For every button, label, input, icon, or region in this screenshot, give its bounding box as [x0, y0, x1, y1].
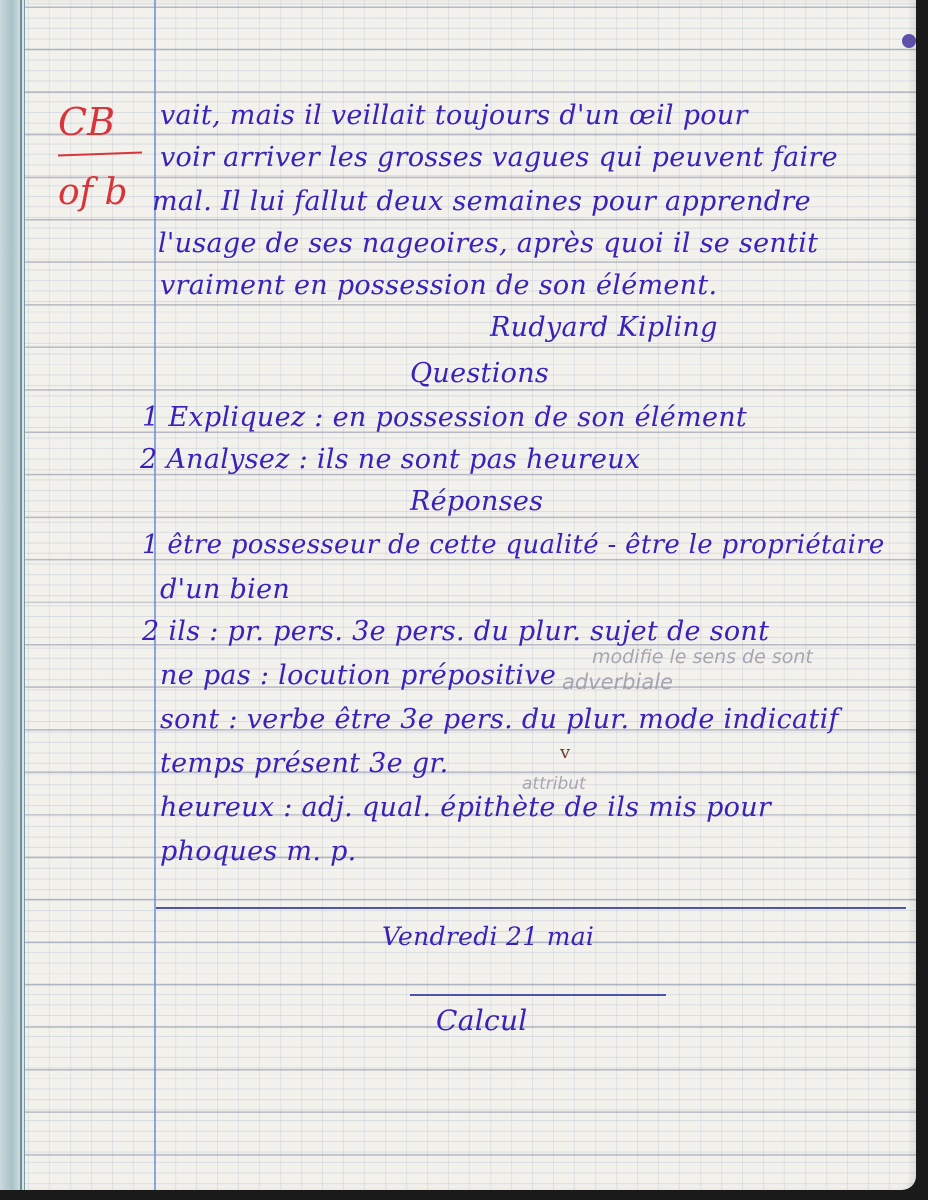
question-2: 2 Analysez : ils ne sont pas heureux — [140, 444, 641, 475]
correction-modifie: modifie le sens de sont — [592, 646, 813, 668]
correction-attribut: attribut — [522, 774, 586, 794]
text-line-5: vraiment en possession de son élément. — [160, 270, 718, 301]
answer-2-line-2: ne pas : locution prépositive — [160, 660, 557, 691]
grade-rule — [58, 152, 142, 157]
date-underline — [410, 994, 666, 996]
next-heading-calcul: Calcul — [436, 1004, 528, 1037]
answer-2-line-4: temps présent 3e gr. — [160, 748, 449, 779]
text-line-1: vait, mais il veillait toujours d'un œil pour — [160, 100, 748, 131]
section-separator — [156, 907, 906, 909]
text-line-3: mal. Il lui fallut deux semaines pour apprendre — [152, 186, 811, 217]
questions-heading: Questions — [410, 358, 550, 389]
grade-top: CB — [58, 100, 115, 144]
answer-1-line-1: 1 être possesseur de cette qualité - être le propriétaire — [142, 530, 885, 560]
binding-edge — [20, 0, 22, 1190]
author-signature: Rudyard Kipling — [490, 312, 718, 343]
margin-line — [154, 0, 156, 1190]
correction-adverbiale: adverbiale — [562, 670, 673, 694]
answer-2-line-5: heureux : adj. qual. épithète de ils mis pour — [160, 792, 772, 823]
answer-2-line-1: 2 ils : pr. pers. 3e pers. du plur. sujet de sont — [142, 616, 770, 647]
answer-1-line-2: d'un bien — [160, 574, 291, 605]
grade-bottom: of b — [58, 172, 128, 213]
text-line-2: voir arriver les grosses vagues qui peuvent faire — [160, 142, 838, 173]
date-heading: Vendredi 21 mai — [382, 922, 595, 951]
answer-2-line-3: sont : verbe être 3e pers. du plur. mode indicatif — [160, 704, 839, 735]
correction-tick: v — [560, 742, 571, 763]
answers-heading: Réponses — [410, 486, 544, 517]
answer-2-line-6: phoques m. p. — [160, 836, 357, 867]
text-line-4: l'usage de ses nageoires, après quoi il se sentit — [158, 228, 819, 259]
ink-spot — [902, 34, 916, 48]
question-1: 1 Expliquez : en possession de son élément — [142, 402, 748, 433]
